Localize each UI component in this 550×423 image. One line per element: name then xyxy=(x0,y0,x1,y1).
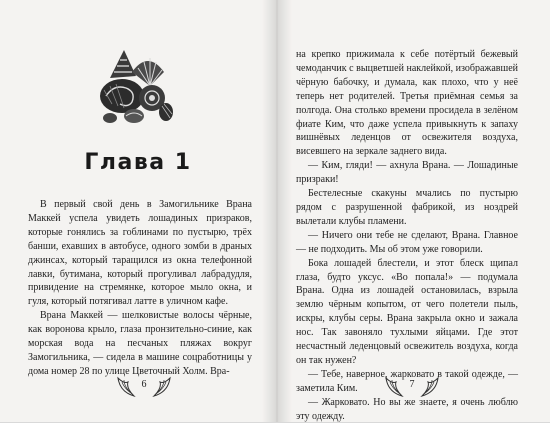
right-wing-ornament-icon xyxy=(420,374,440,398)
left-wing-ornament-icon xyxy=(384,374,404,398)
page-number: 6 xyxy=(141,379,147,390)
page-number: 7 xyxy=(409,379,415,390)
paragraph: Врана Маккей — шелковистые волосы чёрные, как воронова крыло, глаза пронзительно-синие, как морская вода на песчаных пляжах вокруг Замогильника, — сидела в машине соцработницы у дома номер 28 по улице Цветочный Холм. Вра- xyxy=(28,310,252,377)
right-page xyxy=(276,0,550,422)
paragraph: — Ким, гляди! — ахнула Врана. — Лошадиные призраки! xyxy=(296,160,518,186)
paragraph: на крепко прижимала к себе потёртый бежевый чемоданчик с выцветшей наклейкой, изображавшей чёрную бабочку, и думала, как плохо, что у неё теперь нет родителей. Третья приёмная семья за полгода. Она столько времени просидела в зелёном фиате Ким, что даже успела привыкнуть к запаху вишнёвых леденцов от освежителя воздуха, висевшего на зеркале заднего вида. xyxy=(296,49,518,158)
right-page-text xyxy=(296,48,518,423)
paragraph: — Тебе, наверное, жарковато в такой одежде, — заметила Ким. xyxy=(296,368,518,394)
paragraph: — Ничего они тебе не сделают, Врана. Главное — не подходить. Мы об этом уже говорили. xyxy=(296,229,518,255)
right-page-folio xyxy=(384,374,440,398)
paragraph: — Жарковато. Но вы же знаете, я очень люблю эту одежду. xyxy=(296,396,518,422)
paragraph: Бока лошадей блестели, и этот блеск щипал глаза, будто уксус. «Во попала!» — подумала Врана. Одна из лошадей остановилась, взрыла землю чёрным копытом, от чего полетели пыль, искры, клубы серы. Врана закрыла окно и зажала нос. Так завоняло тухлыми яйцами. Где этот несчастный леденцовый освежитель воздуха, когда он так нужен? xyxy=(296,257,518,366)
left-page-folio xyxy=(116,374,172,398)
seashells-illustration xyxy=(92,46,178,128)
paragraph: Бестелесные скакуны мчались по пустырю рядом с разрушенной фабрикой, из ноздрей вылетали клубы пламени. xyxy=(296,188,518,227)
paragraph: В первый свой день в Замогильнике Врана Маккей успела увидеть лошадиных призраков, которые гонялись за гоблинами по пустырю, трёх банши, ехавших в автобусе, одного зомби в драных джинсах, который таращился из окна телефонной лавки, бутимана, который прогуливал лабрадудля, привидение на стремянке, которое мыло окна, и гуля, который потягивал латте в уличном кафе. xyxy=(28,199,252,308)
chapter-title: Глава 1 xyxy=(84,150,192,175)
right-wing-ornament-icon xyxy=(152,374,172,398)
left-page-text xyxy=(28,198,252,379)
left-wing-ornament-icon xyxy=(116,374,136,398)
